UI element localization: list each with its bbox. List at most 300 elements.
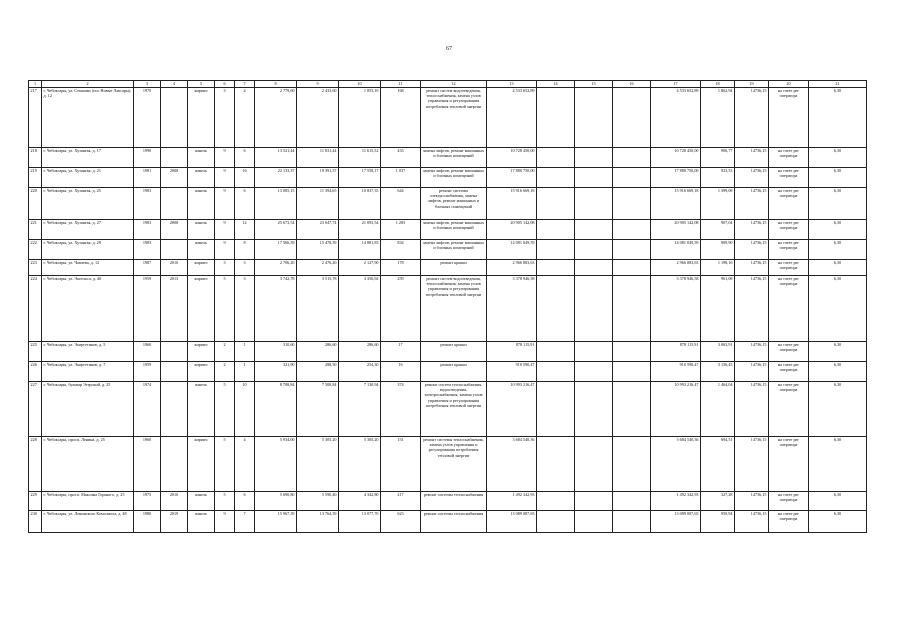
cost-limit: 14736,15: [735, 260, 769, 276]
living-area: 286,60: [297, 342, 339, 362]
living-area: 13 764,39: [297, 511, 339, 533]
cost-limit: 14736,15: [735, 276, 769, 342]
repair-cost: 1 492 342,93: [487, 492, 537, 511]
residential-area: 2 127,90: [339, 260, 381, 276]
cost-limit: 14736,15: [735, 188, 769, 220]
entrances-count: 8: [235, 240, 255, 260]
column-number: 21: [809, 81, 867, 88]
column-number: 5: [188, 81, 215, 88]
repair-works: замена лифтов, ремонт машинных и блочных помещений: [421, 148, 487, 168]
entrances-count: 6: [235, 188, 255, 220]
residents-count: 374: [381, 382, 421, 437]
col-14: [537, 492, 575, 511]
build-year: 1980: [134, 511, 161, 533]
funding-method: на счете рег оператора: [769, 240, 809, 260]
contribution-rate: 6,30: [809, 260, 867, 276]
floors-count: 3: [215, 260, 235, 276]
total-cost: 3 684 540,36: [651, 437, 701, 492]
contribution-rate: 6,30: [809, 342, 867, 362]
entrances-count: 1: [235, 342, 255, 362]
cost-per-m2: 1 862,94: [701, 88, 735, 148]
column-number: 1: [29, 81, 42, 88]
address: г. Чебоксары, просп. Максима Горького, д. 25: [42, 492, 134, 511]
floors-count: 9: [215, 220, 235, 240]
wall-material: панель: [188, 492, 215, 511]
cost-limit: 14736,15: [735, 88, 769, 148]
cost-per-m2: 906,77: [701, 148, 735, 168]
col-15: [575, 511, 613, 533]
row-number: 219: [29, 168, 42, 188]
repair-year: [161, 148, 188, 168]
capital-repair-table: [28, 80, 867, 533]
col-16: [613, 362, 651, 382]
living-area: 5 590,40: [297, 492, 339, 511]
build-year: 1981: [134, 168, 161, 188]
col-16: [613, 188, 651, 220]
floors-count: 9: [215, 148, 235, 168]
repair-works: замена лифтов, ремонт машинных и блочных помещений: [421, 240, 487, 260]
cost-limit: 14736,15: [735, 362, 769, 382]
residential-area: 1 853,10: [339, 88, 381, 148]
row-number: 221: [29, 220, 42, 240]
table-row: [29, 188, 867, 220]
col-15: [575, 220, 613, 240]
col-14: [537, 437, 575, 492]
floors-count: 2: [215, 342, 235, 362]
col-15: [575, 260, 613, 276]
total-area: 3 742,78: [255, 276, 297, 342]
wall-material: панель: [188, 188, 215, 220]
entrances-count: 12: [235, 220, 255, 240]
total-cost: 14 081 049,59: [651, 240, 701, 260]
total-area: 25 673,54: [255, 220, 297, 240]
row-number: 220: [29, 188, 42, 220]
row-number: 217: [29, 88, 42, 148]
address: г. Чебоксары, ул. Семашко (пос Новые Лапсары), д. 12: [42, 88, 134, 148]
repair-works: ремонт систем водоотведения, теплоснабжения, замена узлов управления и регулирования потребления тепловой энергии: [421, 88, 487, 148]
cost-limit: 14736,15: [735, 382, 769, 437]
col-15: [575, 382, 613, 437]
col-16: [613, 240, 651, 260]
living-area: 2 476,20: [297, 260, 339, 276]
col-14: [537, 342, 575, 362]
entrances-count: 1: [235, 362, 255, 382]
col-14: [537, 168, 575, 188]
wall-material: кирпич: [188, 342, 215, 362]
living-area: 2 433,60: [297, 88, 339, 148]
funding-method: на счете рег оператора: [769, 511, 809, 533]
table-row: [29, 240, 867, 260]
funding-method: на счете рег оператора: [769, 220, 809, 240]
repair-works: ремонт системы теплоснабжения: [421, 511, 487, 533]
entrances-count: 4: [235, 437, 255, 492]
total-area: 5 690,80: [255, 492, 297, 511]
col-16: [613, 168, 651, 188]
col-15: [575, 276, 613, 342]
table-row: [29, 382, 867, 437]
column-number: 15: [575, 81, 613, 88]
row-number: 222: [29, 240, 42, 260]
contribution-rate: 6,30: [809, 148, 867, 168]
residential-area: 21 093,54: [339, 220, 381, 240]
floors-count: 5: [215, 492, 235, 511]
contribution-rate: 6,30: [809, 382, 867, 437]
address: г. Чебоксары, ул. Ленинского Комсомола, д. 48: [42, 511, 134, 533]
col-16: [613, 382, 651, 437]
col-16: [613, 220, 651, 240]
build-year: 1975: [134, 492, 161, 511]
col-16: [613, 88, 651, 148]
table-row: [29, 260, 867, 276]
living-area: 11 831,44: [297, 148, 339, 168]
cost-per-m2: 3 063,91: [701, 342, 735, 362]
total-cost: 910 590,47: [651, 362, 701, 382]
total-area: 17 566,39: [255, 240, 297, 260]
contribution-rate: 6,30: [809, 220, 867, 240]
column-number: 6: [215, 81, 235, 88]
column-number: 4: [161, 81, 188, 88]
cost-per-m2: 327,28: [701, 492, 735, 511]
column-number: 11: [381, 81, 421, 88]
column-number: 12: [421, 81, 487, 88]
table-row: [29, 437, 867, 492]
address: г. Чебоксары, бульвар Эгерский, д. 25: [42, 382, 134, 437]
entrances-count: 3: [235, 276, 255, 342]
total-cost: 20 905 142,08: [651, 220, 701, 240]
repair-year: [161, 382, 188, 437]
living-area: 3 515,78: [297, 276, 339, 342]
entrances-count: 6: [235, 148, 255, 168]
col-15: [575, 168, 613, 188]
col-14: [537, 276, 575, 342]
residents-count: 217: [381, 492, 421, 511]
wall-material: панель: [188, 382, 215, 437]
table-row: [29, 492, 867, 511]
cost-per-m2: 907,04: [701, 220, 735, 240]
address: г. Чебоксары, ул. Хузангая, д. 21: [42, 168, 134, 188]
entrances-count: 4: [235, 88, 255, 148]
repair-year: [161, 88, 188, 148]
residential-area: 3 356,92: [339, 276, 381, 342]
column-number: 18: [701, 81, 735, 88]
col-15: [575, 492, 613, 511]
residential-area: 254,30: [339, 362, 381, 382]
column-number: 20: [769, 81, 809, 88]
build-year: 1959: [134, 276, 161, 342]
funding-method: на счете рег оператора: [769, 437, 809, 492]
total-cost: 13 089 087,65: [651, 511, 701, 533]
entrances-count: 3: [235, 260, 255, 276]
cost-per-m2: 1 399,08: [701, 188, 735, 220]
wall-material: панель: [188, 220, 215, 240]
address: г. Чебоксары, просп. Ленина, д. 25: [42, 437, 134, 492]
row-number: 227: [29, 382, 42, 437]
funding-method: на счете рег оператора: [769, 362, 809, 382]
total-area: 13 085,15: [255, 188, 297, 220]
cost-limit: 14736,15: [735, 168, 769, 188]
repair-cost: 15 916 669,18: [487, 188, 537, 220]
total-cost: 2 966 883,63: [651, 260, 701, 276]
cost-limit: 14736,15: [735, 492, 769, 511]
col-14: [537, 88, 575, 148]
contribution-rate: 6,30: [809, 88, 867, 148]
funding-method: на счете рег оператора: [769, 492, 809, 511]
build-year: 1983: [134, 220, 161, 240]
residents-count: 178: [381, 260, 421, 276]
total-cost: 17 880 750,00: [651, 168, 701, 188]
repair-year: 2016: [161, 492, 188, 511]
column-numbers-row: [29, 81, 867, 88]
residents-count: 259: [381, 276, 421, 342]
column-number: 13: [487, 81, 537, 88]
living-area: 7 508,84: [297, 382, 339, 437]
column-number: 8: [255, 81, 297, 88]
entrances-count: 16: [235, 168, 255, 188]
repair-cost: 10 728 450,00: [487, 148, 537, 168]
column-number: 7: [235, 81, 255, 88]
build-year: 1970: [134, 88, 161, 148]
cost-per-m2: 3 156,45: [701, 362, 735, 382]
residents-count: 1 037: [381, 168, 421, 188]
cost-limit: 14736,15: [735, 511, 769, 533]
build-year: 1960: [134, 437, 161, 492]
column-number: 3: [134, 81, 161, 88]
col-16: [613, 511, 651, 533]
floors-count: 3: [215, 88, 235, 148]
contribution-rate: 6,30: [809, 362, 867, 382]
residents-count: 834: [381, 240, 421, 260]
address: г. Чебоксары, ул. Хузангая, д. 17: [42, 148, 134, 168]
wall-material: кирпич: [188, 437, 215, 492]
col-15: [575, 437, 613, 492]
repair-year: 2019: [161, 511, 188, 533]
address: г. Чебоксары, ул. Хузангая, д. 29: [42, 240, 134, 260]
floors-count: 9: [215, 168, 235, 188]
cost-per-m2: 961,08: [701, 276, 735, 342]
repair-year: [161, 240, 188, 260]
col-14: [537, 511, 575, 533]
floors-count: 9: [215, 240, 235, 260]
cost-per-m2: 1 464,04: [701, 382, 735, 437]
column-number: 17: [651, 81, 701, 88]
table-row: [29, 362, 867, 382]
repair-works: ремонт системы электроснабжения, замена лифтов, ремонт машинных и блочных помещений: [421, 188, 487, 220]
wall-material: панель: [188, 148, 215, 168]
repair-cost: 910 590,47: [487, 362, 537, 382]
col-15: [575, 240, 613, 260]
build-year: 1983: [134, 240, 161, 260]
table-row: [29, 88, 867, 148]
funding-method: на счете рег оператора: [769, 342, 809, 362]
repair-cost: 10 993 216,47: [487, 382, 537, 437]
contribution-rate: 6,30: [809, 188, 867, 220]
funding-method: на счете рег оператора: [769, 148, 809, 168]
col-16: [613, 148, 651, 168]
repair-works: ремонт системы теплоснабжения: [421, 492, 487, 511]
cost-limit: 14736,15: [735, 148, 769, 168]
living-area: 11 394,65: [297, 188, 339, 220]
repair-works: ремонт систем водоотведения, теплоснабжения, замена узлов управления и регулирования потребления тепловой энергии: [421, 276, 487, 342]
wall-material: кирпич: [188, 362, 215, 382]
build-year: 1960: [134, 342, 161, 362]
living-area: 23 047,74: [297, 220, 339, 240]
living-area: 15 478,39: [297, 240, 339, 260]
column-number: 9: [297, 81, 339, 88]
row-number: 223: [29, 260, 42, 276]
row-number: 225: [29, 342, 42, 362]
repair-cost: 3 378 946,58: [487, 276, 537, 342]
repair-cost: 4 533 652,89: [487, 88, 537, 148]
total-area: 321,90: [255, 362, 297, 382]
floors-count: 9: [215, 511, 235, 533]
address: г. Чебоксары, ул. Хузангая, д. 27: [42, 220, 134, 240]
address: г. Чебоксары, ул. Чапаева, д. 12: [42, 260, 134, 276]
residents-count: 1 283: [381, 220, 421, 240]
col-15: [575, 148, 613, 168]
page-number: 67: [446, 46, 452, 52]
col-16: [613, 342, 651, 362]
funding-method: на счете рег оператора: [769, 168, 809, 188]
funding-method: на счете рег оператора: [769, 382, 809, 437]
wall-material: панель: [188, 511, 215, 533]
repair-works: ремонт системы теплоснабжения, замена узлов управления и регулирования потребления тепловой энергии: [421, 437, 487, 492]
repair-year: [161, 342, 188, 362]
repair-cost: 878 115,91: [487, 342, 537, 362]
repair-year: 2013: [161, 276, 188, 342]
total-area: 310,60: [255, 342, 297, 362]
total-cost: 10 993 216,47: [651, 382, 701, 437]
contribution-rate: 6,30: [809, 492, 867, 511]
row-number: 230: [29, 511, 42, 533]
table-row: [29, 168, 867, 188]
total-area: 8 708,84: [255, 382, 297, 437]
cost-per-m2: 950,94: [701, 511, 735, 533]
address: г. Чебоксары, ул. Энергетиков, д. 5: [42, 342, 134, 362]
row-number: 229: [29, 492, 42, 511]
table-row: [29, 342, 867, 362]
repair-works: ремонт крыши: [421, 342, 487, 362]
total-area: 22 133,37: [255, 168, 297, 188]
build-year: 1987: [134, 260, 161, 276]
contribution-rate: 6,30: [809, 168, 867, 188]
row-number: 228: [29, 437, 42, 492]
repair-year: 2008: [161, 168, 188, 188]
col-14: [537, 382, 575, 437]
entrances-count: 7: [235, 511, 255, 533]
row-number: 226: [29, 362, 42, 382]
col-14: [537, 188, 575, 220]
cost-per-m2: 694,51: [701, 437, 735, 492]
col-16: [613, 260, 651, 276]
funding-method: на счете рег оператора: [769, 88, 809, 148]
table-row: [29, 276, 867, 342]
col-14: [537, 220, 575, 240]
residents-count: 17: [381, 342, 421, 362]
column-number: 2: [42, 81, 134, 88]
table-row: [29, 511, 867, 533]
residents-count: 623: [381, 511, 421, 533]
residents-count: 16: [381, 362, 421, 382]
col-14: [537, 362, 575, 382]
repair-works: ремонт систем теплоснабжения, водоотведения, электроснабжения, замена узлов управления и регулирования потребления тепловой энергии: [421, 382, 487, 437]
column-number: 19: [735, 81, 769, 88]
col-15: [575, 342, 613, 362]
column-number: 16: [613, 81, 651, 88]
repair-year: [161, 188, 188, 220]
build-year: 1990: [134, 148, 161, 168]
total-area: 15 967,39: [255, 511, 297, 533]
repair-works: ремонт крыши: [421, 362, 487, 382]
contribution-rate: 6,30: [809, 437, 867, 492]
col-14: [537, 260, 575, 276]
col-14: [537, 240, 575, 260]
contribution-rate: 6,30: [809, 511, 867, 533]
repair-cost: 3 684 540,36: [487, 437, 537, 492]
residential-area: 11 615,52: [339, 148, 381, 168]
col-15: [575, 362, 613, 382]
residential-area: 14 881,83: [339, 240, 381, 260]
total-area: 2 779,60: [255, 88, 297, 148]
col-14: [537, 148, 575, 168]
build-year: 1974: [134, 382, 161, 437]
repair-year: [161, 362, 188, 382]
col-15: [575, 88, 613, 148]
repair-cost: 20 905 142,08: [487, 220, 537, 240]
col-16: [613, 437, 651, 492]
row-number: 224: [29, 276, 42, 342]
column-number: 10: [339, 81, 381, 88]
cost-limit: 14736,15: [735, 240, 769, 260]
cost-limit: 14736,15: [735, 220, 769, 240]
wall-material: панель: [188, 168, 215, 188]
repair-cost: 14 081 049,59: [487, 240, 537, 260]
wall-material: кирпич: [188, 260, 215, 276]
residential-area: 10 837,35: [339, 188, 381, 220]
entrances-count: 6: [235, 492, 255, 511]
floors-count: 5: [215, 276, 235, 342]
total-cost: 15 916 669,18: [651, 188, 701, 220]
cost-limit: 14736,15: [735, 437, 769, 492]
repair-works: замена лифтов, ремонт машинных и блочных помещений: [421, 220, 487, 240]
living-area: 288,50: [297, 362, 339, 382]
address: г. Чебоксары, ул. Энергетиков, д. 7: [42, 362, 134, 382]
contribution-rate: 6,30: [809, 240, 867, 260]
living-area: 19 391,37: [297, 168, 339, 188]
entrances-count: 10: [235, 382, 255, 437]
total-cost: 4 533 652,89: [651, 88, 701, 148]
column-number: 14: [537, 81, 575, 88]
col-16: [613, 492, 651, 511]
funding-method: на счете рег оператора: [769, 188, 809, 220]
col-16: [613, 276, 651, 342]
total-cost: 1 492 342,93: [651, 492, 701, 511]
residents-count: 644: [381, 188, 421, 220]
contribution-rate: 6,30: [809, 276, 867, 342]
residential-area: 7 130,94: [339, 382, 381, 437]
total-cost: 10 728 450,00: [651, 148, 701, 168]
repair-year: [161, 437, 188, 492]
cost-limit: 14736,15: [735, 342, 769, 362]
living-area: 5 305,20: [297, 437, 339, 492]
address: г. Чебоксары, ул. Энгельса, д. 40: [42, 276, 134, 342]
repair-cost: 17 880 750,00: [487, 168, 537, 188]
total-area: 2 706,20: [255, 260, 297, 276]
row-number: 218: [29, 148, 42, 168]
repair-works: замена лифтов, ремонт машинных и блочных помещений: [421, 168, 487, 188]
residents-count: 151: [381, 437, 421, 492]
residential-area: 17 558,17: [339, 168, 381, 188]
residents-count: 168: [381, 88, 421, 148]
